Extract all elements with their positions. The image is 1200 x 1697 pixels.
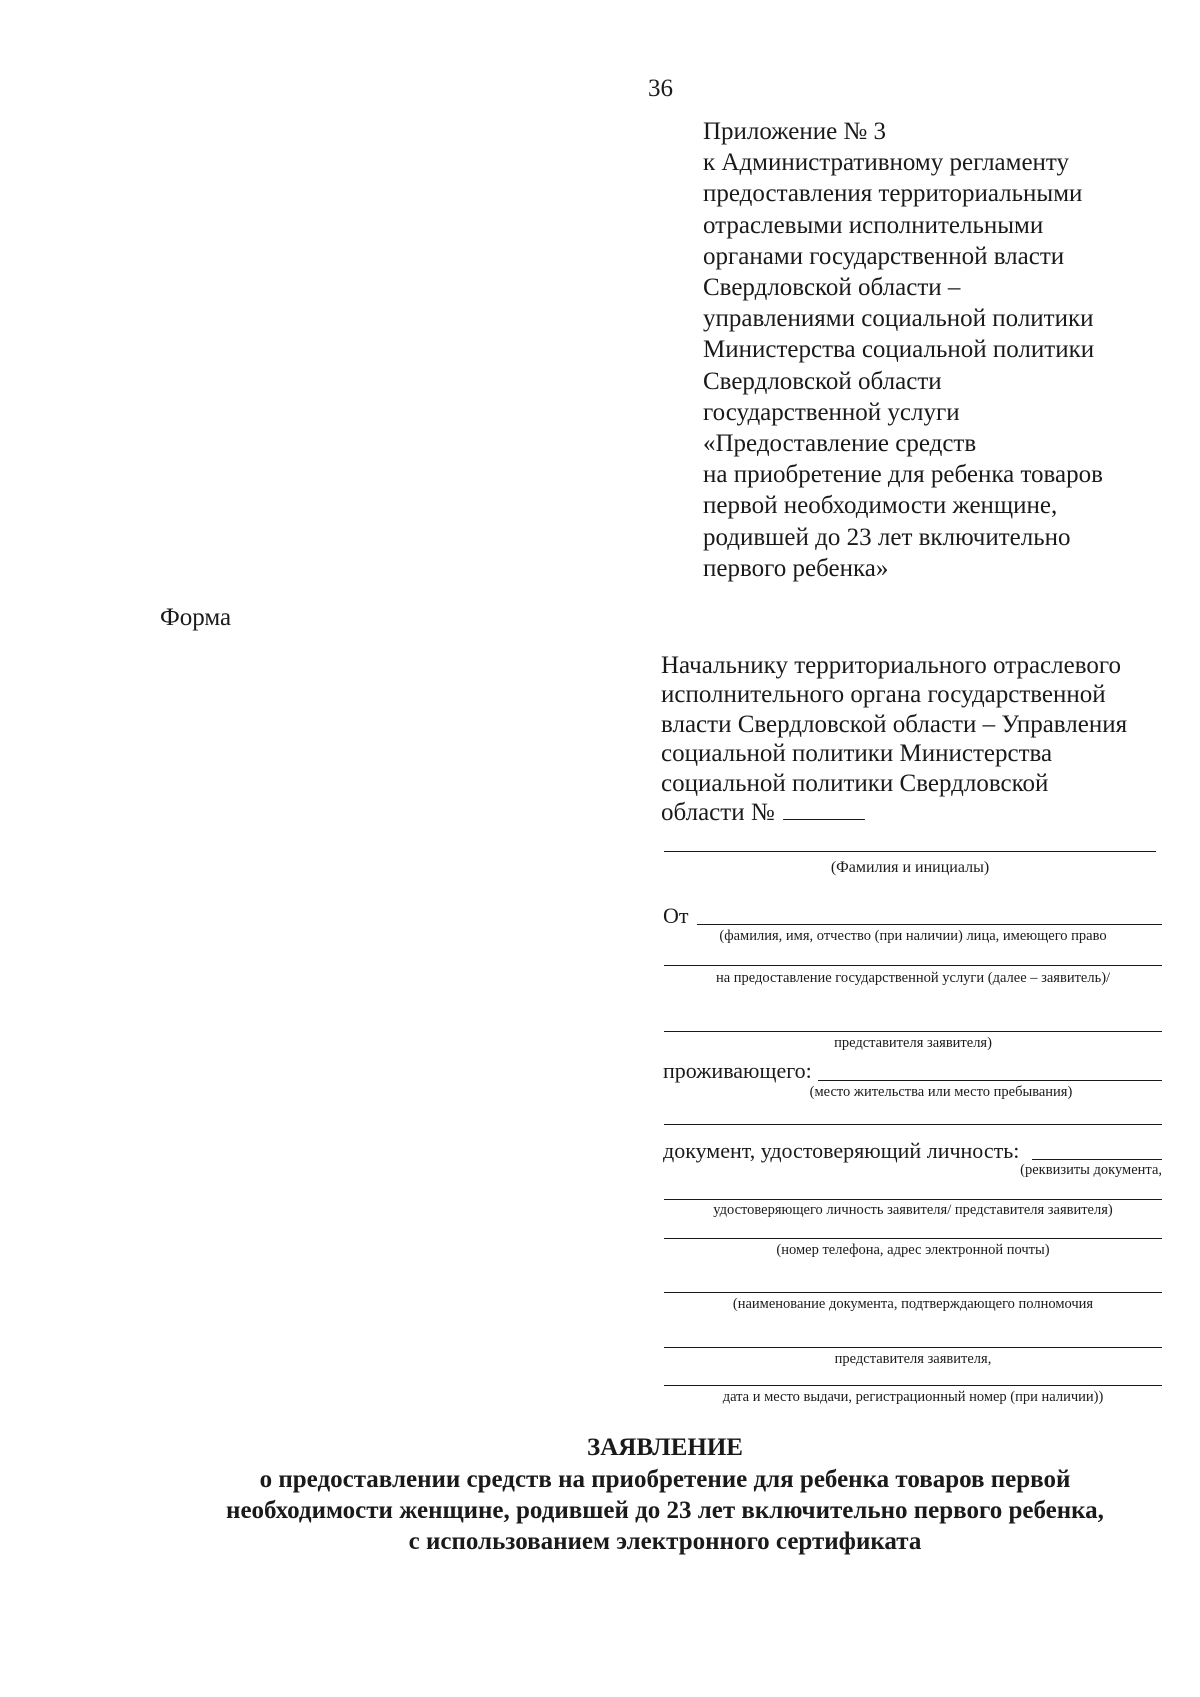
id-document-field-line-2[interactable] [664,1199,1162,1200]
addressee-line-last [661,798,1181,827]
application-subtitle [0,1464,1200,1557]
surname-caption: (Фамилия и инициалы) [830,859,990,876]
residence-field-line-2[interactable] [664,1124,1162,1125]
appendix-line: Свердловской области – [703,274,961,302]
id-document-label: документ, удостоверяющий личность: [663,1138,1020,1163]
surname-field-line[interactable] [664,851,1156,852]
applicant-field-line-2[interactable] [664,965,1162,966]
appendix-line: Свердловской области [703,367,942,395]
appendix-line: Министерства социальной политики [703,336,1095,364]
residence-caption: (место жительства или место пребывания) [809,1084,1073,1100]
subtitle-line: необходимости женщине, родившей до 23 лет включительно первого ребенка, [226,1497,1104,1524]
appendix-line: предоставления территориальными [703,180,1083,208]
appendix-line: на приобретение для ребенка товаров [703,461,1103,489]
appendix-line: органами государственной власти [703,242,1065,270]
appendix-line: к Административному регламенту [703,149,1070,177]
authority-caption-3: дата и место выдачи, регистрационный номер (при наличии)) [722,1389,1104,1405]
phone-email-field[interactable] [664,1238,1162,1239]
phone-email-caption: (номер телефона, адрес электронной почты) [776,1242,1050,1258]
appendix-line: родившей до 23 лет включительно [703,523,1071,551]
id-document-field[interactable] [1032,1159,1162,1160]
addressee-line: исполнительного органа государственной [661,681,1106,709]
applicant-caption-2: на предоставление государственной услуги (далее – заявитель)/ [715,970,1111,986]
appendix-header [703,116,1173,584]
id-document-caption-2: удостоверяющего личность заявителя/ представителя заявителя) [713,1202,1113,1218]
subtitle-line: с использованием электронного сертификата [408,1528,922,1555]
application-title: ЗАЯВЛЕНИЕ [587,1434,743,1461]
addressee-line: социальной политики Свердловской [661,769,1049,797]
appendix-line: первого ребенка» [703,554,889,582]
page-number: 36 [648,75,673,102]
authority-field-line-2[interactable] [664,1347,1162,1348]
applicant-name-field[interactable] [697,924,1162,925]
appendix-line: Приложение № 3 [703,118,887,145]
addressee-line: Начальнику территориального отраслевого [661,652,1121,679]
department-number-field[interactable] [783,799,865,820]
subtitle-line: о предоставлении средств на приобретение для ребенка товаров первой [259,1466,1071,1493]
addressee-line: власти Свердловской области – Управления [661,710,1128,738]
from-label: От [663,903,689,928]
id-document-caption-1: (реквизиты документа, [1020,1162,1162,1178]
appendix-line: «Предоставление средств [703,430,977,458]
authority-caption-2: представителя заявителя, [834,1351,992,1367]
appendix-line: отраслевыми исполнительными [703,211,1044,239]
addressee-number-label: области № [661,799,775,827]
appendix-line: управлениями социальной политики [703,305,1094,333]
residence-field[interactable] [818,1080,1162,1081]
applicant-caption-3: представителя заявителя) [834,1035,992,1051]
applicant-field-line-3[interactable] [664,1031,1162,1032]
application-title-block [0,1432,1200,1557]
applicant-caption-1: (фамилия, имя, отчество (при наличии) лица, имеющего право [719,928,1107,944]
appendix-line: первой необходимости женщине, [703,492,1058,520]
residing-label: проживающего: [663,1058,812,1083]
authority-field-line-3[interactable] [664,1385,1162,1386]
authority-caption-1: (наименование документа, подтверждающего полномочия [732,1296,1094,1312]
appendix-line: государственной услуги [703,398,960,426]
addressee-line: социальной политики Министерства [661,740,1053,768]
authority-document-field[interactable] [664,1292,1162,1293]
form-label: Форма [160,604,232,631]
addressee-block [661,651,1181,827]
